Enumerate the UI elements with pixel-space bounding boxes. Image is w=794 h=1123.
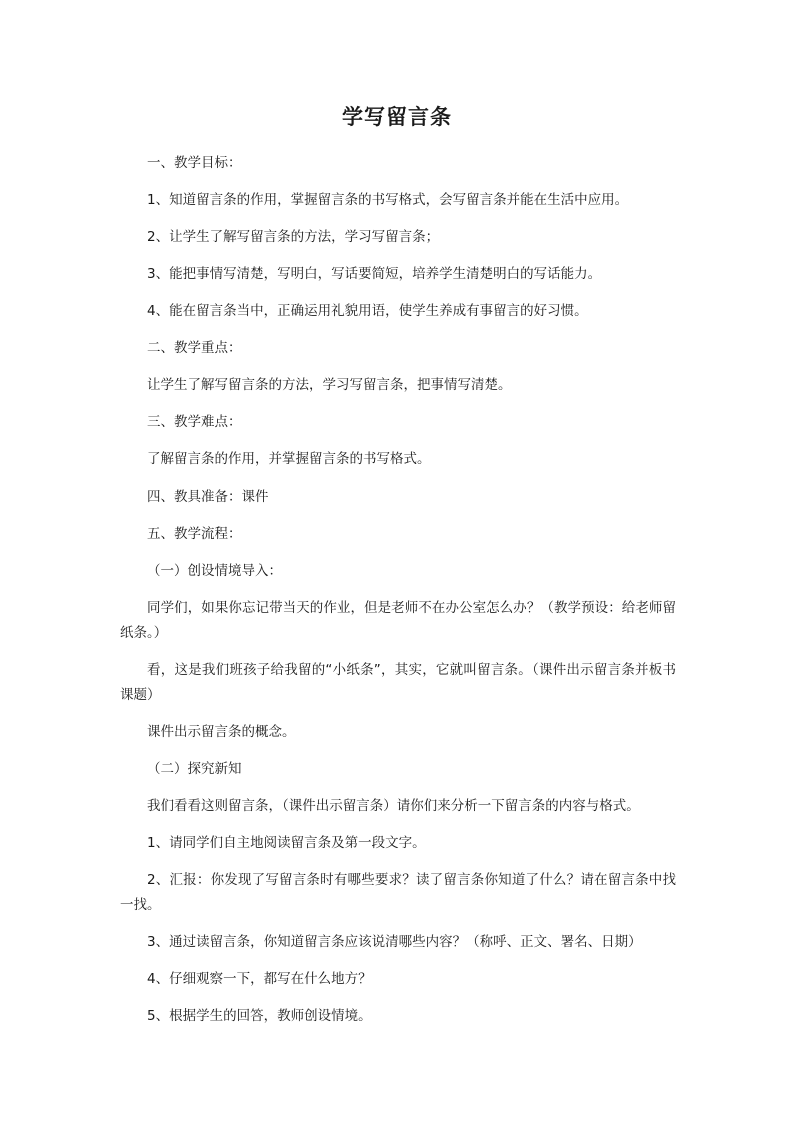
intro-paragraph-2: 看，这是我们班孩子给我留的“小纸条”，其实，它就叫留言条。（课件出示留言条并板书课题） [120,662,676,703]
explore-step-2: 2、汇报：你发现了写留言条时有哪些要求？读了留言条你知道了什么？请在留言条中找一找。 [120,872,676,913]
objective-item-2: 2、让学生了解写留言条的方法，学习写留言条； [147,229,440,245]
explore-step-4: 4、仔细观察一下，都写在什么地方？ [147,971,372,987]
objective-item-1: 1、知道留言条的作用，掌握留言条的书写格式，会写留言条并能在生活中应用。 [147,192,629,208]
explore-intro-text: 我们看看这则留言条，（课件出示留言条）请你们来分析一下留言条的内容与格式。 [147,798,640,814]
difficulties-text: 了解留言条的作用，并掌握留言条的书写格式。 [147,451,431,467]
explore-step-3: 3、通过读留言条，你知道留言条应该说清哪些内容？（称呼、正文、署名、日期） [147,934,642,950]
section-heading-objectives: 一、教学目标： [147,155,242,171]
section-heading-key-points: 二、教学重点： [147,340,242,356]
section-heading-process: 五、教学流程： [147,526,242,542]
intro-paragraph-1: 同学们，如果你忘记带当天的作业，但是老师不在办公室怎么办？（教学预设：给老师留纸条。） [120,600,676,641]
subsection-heading-intro: （一）创设情境导入： [147,563,282,579]
document-title: 学写留言条 [342,104,452,129]
subsection-heading-explore: （二）探究新知 [147,761,242,777]
explore-step-5: 5、根据学生的回答，教师创设情境。 [147,1008,372,1024]
section-heading-materials: 四、教具准备：课件 [147,489,269,505]
objective-item-3: 3、能把事情写清楚，写明白，写话要简短，培养学生清楚明白的写话能力。 [147,266,602,282]
intro-paragraph-3: 课件出示留言条的概念。 [147,724,296,740]
explore-step-1: 1、请同学们自主地阅读留言条及第一段文字。 [147,835,426,851]
objective-item-4: 4、能在留言条当中，正确运用礼貌用语，使学生养成有事留言的好习惯。 [147,303,588,319]
section-heading-difficulties: 三、教学难点： [147,414,242,430]
key-points-text: 让学生了解写留言条的方法，学习写留言条，把事情写清楚。 [147,377,512,393]
